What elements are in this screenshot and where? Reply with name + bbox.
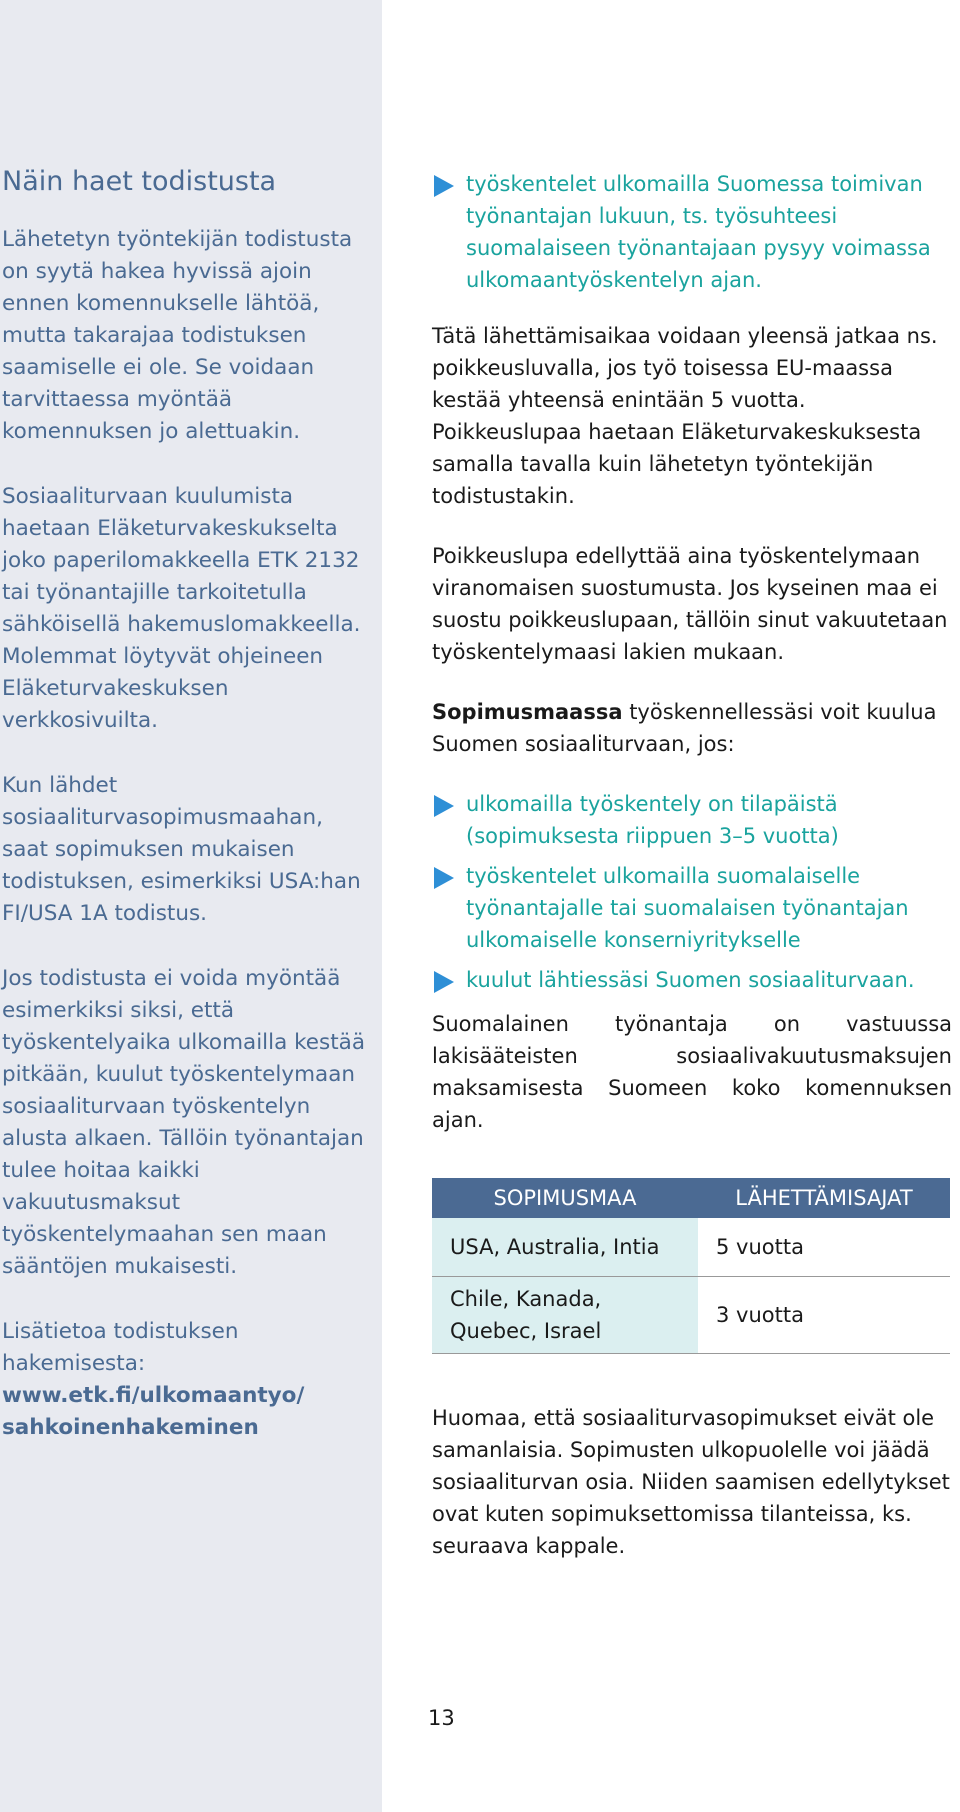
- table-row: [432, 1277, 950, 1354]
- sidebar-content: [2, 164, 374, 1477]
- triangle-bullet-icon: [434, 971, 454, 993]
- table-row: [432, 1218, 950, 1277]
- paragraph: Suomalainen työnantaja on vastuussa lakisääteisten sosiaalivakuutusmaksujen maksamisesta Suomeen koko komennuksen ajan.: [432, 1012, 952, 1132]
- paragraph: Tätä lähettämisaikaa voidaan yleensä jatkaa ns. poikkeusluvalla, jos työ toisessa EU-maassa kestää yhteensä enintään 5 vuotta. Poikkeuslupaa haetaan Eläketurvakeskuksesta samalla tavalla kuin lähetetyn työntekijän todistustakin.: [432, 324, 938, 508]
- table-cell-country: USA, Australia, Intia: [432, 1218, 698, 1277]
- sidebar-paragraph: Kun lähdet sosiaaliturvasopimusmaahan, saat sopimuksen mukaisen todistuksen, esimerkiksi USA:han FI/USA 1A todistus.: [2, 773, 361, 926]
- paragraph: Poikkeuslupa edellyttää aina työskentelymaan viranomaisen suostumusta. Jos kyseinen maa ei suostu poikkeuslupaan, tällöin sinut vakuutetaan työskentelymaasi lakien mukaan.: [432, 544, 948, 664]
- table-cell-duration: 3 vuotta: [698, 1277, 950, 1354]
- bullet-text: ulkomailla työskentely on tilapäistä (sopimuksesta riippuen 3–5 vuotta): [466, 792, 839, 848]
- page-number: 13: [428, 1706, 455, 1730]
- paragraph-text: työskennellessäsi voit kuulua Suomen sosiaaliturvaan, jos:: [432, 700, 937, 756]
- table-cell-country: Chile, Kanada, Quebec, Israel: [432, 1277, 698, 1354]
- list-item: [432, 168, 952, 296]
- main-column: [432, 168, 952, 1590]
- sidebar-title: Näin haet todistusta: [2, 166, 277, 197]
- list-item: [432, 788, 952, 852]
- bullet-text: työskentelet ulkomailla Suomessa toimivan työnantajan lukuun, ts. työsuhteesi suomalaiseen työnantajaan pysyy voimassa ulkomaantyöskentelyn ajan.: [466, 172, 931, 292]
- sidebar-paragraph: Jos todistusta ei voida myöntää esimerkiksi siksi, että työskentelyaika ulkomailla kestää pitkään, kuulut työskentelymaan sosiaaliturvaan työskentelyn alusta alkaen. Tällöin työnantajan tulee hoitaa kaikki vakuutusmaksut työskentelymaahan sen maan sääntöjen mukaisesti.: [2, 966, 366, 1279]
- triangle-bullet-icon: [434, 175, 454, 197]
- table-header-duration: LÄHETTÄMISAJAT: [698, 1178, 950, 1218]
- table-cell-duration: 5 vuotta: [698, 1218, 950, 1277]
- bullet-text: työskentelet ulkomailla suomalaiselle työnantajalle tai suomalaisen työnantajan ulkomaiselle konserniyritykselle: [466, 864, 909, 952]
- bullet-text: kuulut lähtiessäsi Suomen sosiaaliturvaan.: [466, 968, 915, 992]
- triangle-bullet-icon: [434, 867, 454, 889]
- paragraph: Huomaa, että sosiaaliturvasopimukset eivät ole samanlaisia. Sopimusten ulkopuolelle voi jäädä sosiaaliturvan osia. Niiden saamisen edellytykset ovat kuten sopimuksettomissa tilanteissa, ks. seuraava kappale.: [432, 1406, 950, 1558]
- paragraph: [432, 696, 952, 760]
- table-header-country: SOPIMUSMAA: [432, 1178, 698, 1218]
- top-bullet-list: [432, 168, 952, 296]
- bold-term: Sopimusmaassa: [432, 700, 623, 724]
- secondment-table: [432, 1178, 950, 1354]
- list-item: [432, 964, 952, 996]
- condition-bullet-list: [432, 788, 952, 996]
- list-item: [432, 860, 952, 956]
- more-info-label: Lisätietoa todistuksen hakemisesta:: [2, 1319, 239, 1376]
- sidebar-paragraph: Lähetetyn työntekijän todistusta on syytä hakea hyvissä ajoin ennen komennukselle lähtöä, mutta takarajaa todistuksen saamiselle ei ole. Se voidaan tarvittaessa myöntää komennuksen jo alettuakin.: [2, 227, 353, 444]
- sidebar-paragraph: Sosiaaliturvaan kuulumista haetaan Eläketurvakeskukselta joko paperilomakkeella ETK 2132 tai työnantajille tarkoitetulla sähköisellä hakemuslomakkeella. Molemmat löytyvät ohjeineen Eläketurvakeskuksen verkkosivuilta.: [2, 484, 361, 733]
- triangle-bullet-icon: [434, 795, 454, 817]
- etk-link[interactable]: www.etk.fi/ulkomaantyo/ sahkoinenhakeminen: [2, 1383, 305, 1440]
